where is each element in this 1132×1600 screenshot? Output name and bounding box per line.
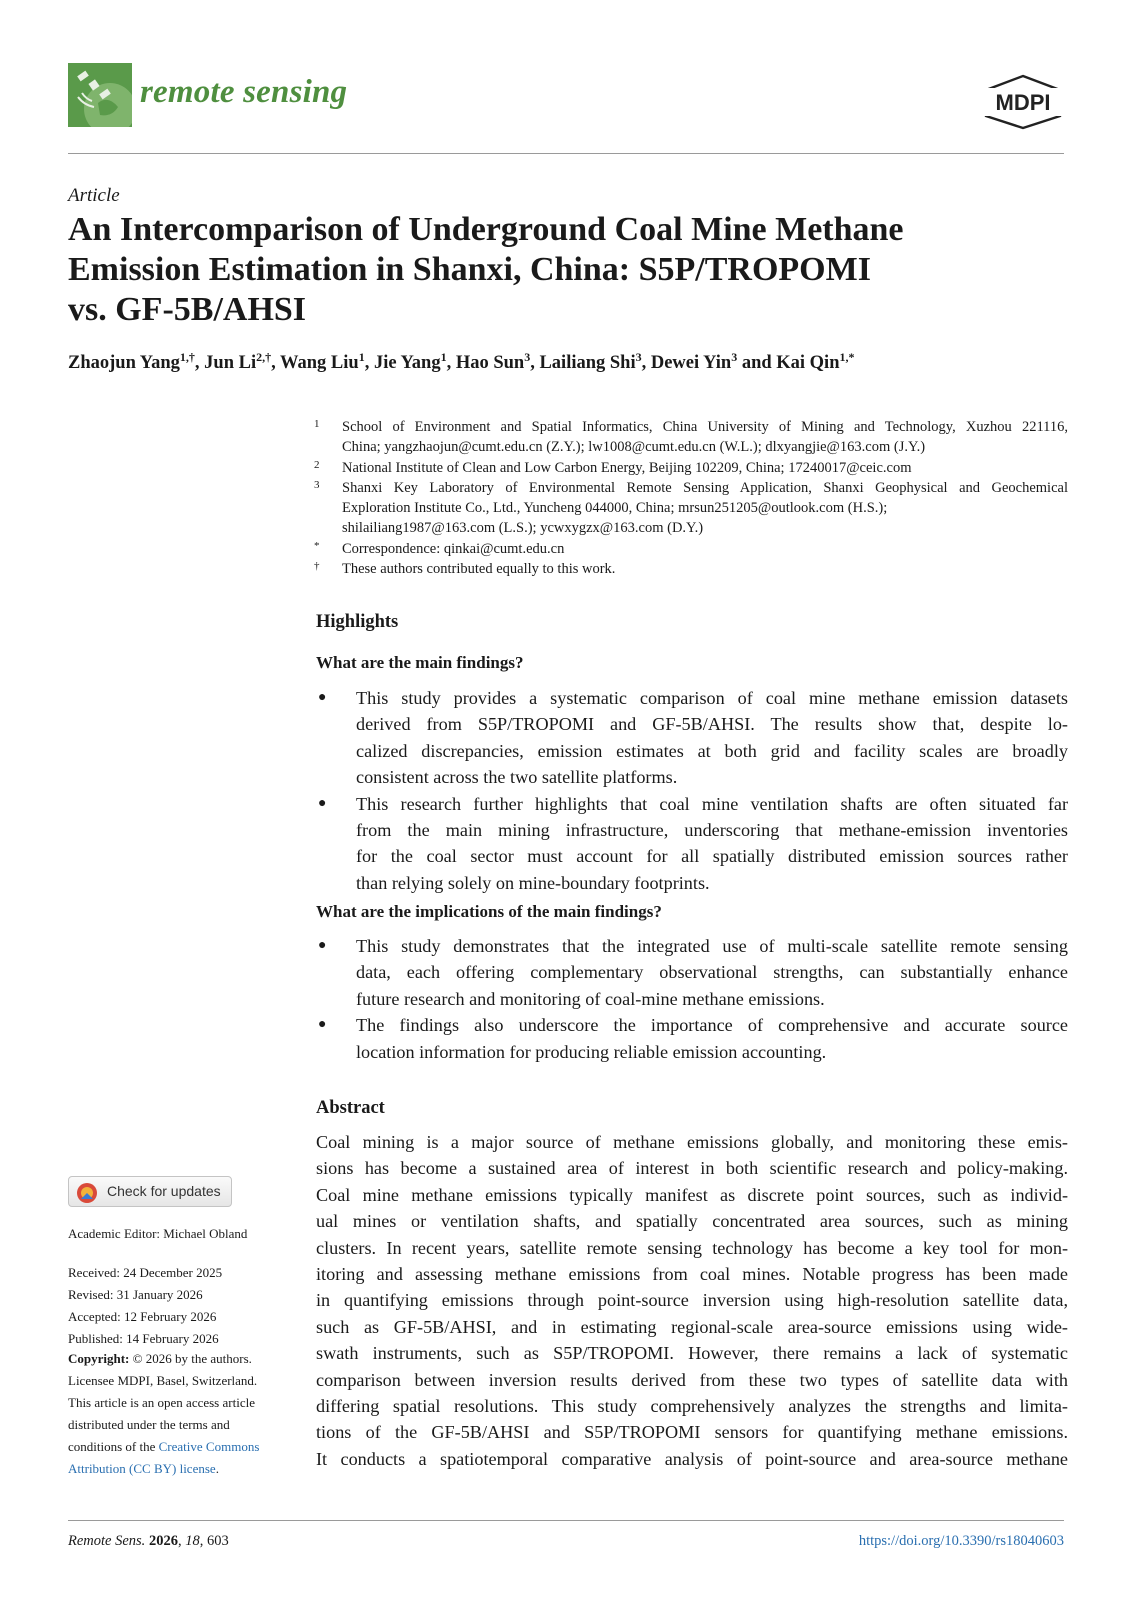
bullet-icon: ● bbox=[318, 690, 327, 705]
author-affil-mark: 3 bbox=[524, 350, 531, 364]
author-affil-mark: 3 bbox=[635, 350, 642, 364]
license-link[interactable]: Creative Commons bbox=[158, 1439, 260, 1454]
author-list bbox=[68, 350, 1068, 374]
affiliation-1 bbox=[314, 417, 1068, 458]
text-line: calized discrepancies, emission estimates at both grid and facility scales are broadly bbox=[356, 740, 1068, 761]
text-line: than relying solely on mine-boundary footprints. bbox=[356, 872, 710, 893]
article-number: 603 bbox=[206, 1533, 229, 1549]
highlights-question-2: What are the implications of the main findings? bbox=[316, 902, 662, 921]
text-line: comparison between inversion results derived from these two types of satellite data with bbox=[316, 1369, 1068, 1390]
equal-contribution-note bbox=[314, 559, 1068, 579]
mdpi-logo bbox=[982, 74, 1064, 130]
license-link[interactable]: Attribution (CC BY) license bbox=[68, 1461, 216, 1476]
text-line: for the coal sector must account for all spatially distributed emission sources rather bbox=[356, 846, 1068, 867]
license-line: distributed under the terms and bbox=[68, 1417, 230, 1432]
title-line: An Intercomparison of Underground Coal Mine Methane bbox=[68, 211, 904, 248]
text-line: tions of the GF-5B/AHSI and S5P/TROPOMI sensors for quantifying methane emissions. bbox=[316, 1422, 1068, 1443]
title-line: vs. GF-5B/AHSI bbox=[68, 291, 307, 328]
journal-abbrev: Remote Sens. bbox=[68, 1533, 146, 1549]
text-line: It conducts a spatiotemporal comparative analysis of point-source and area-source methane bbox=[316, 1448, 1068, 1469]
revised-date: Revised: 31 January 2026 bbox=[68, 1287, 203, 1302]
text-line: derived from S5P/TROPOMI and GF-5B/AHSI. The results show that, despite lo- bbox=[356, 714, 1068, 735]
abstract-body bbox=[316, 1129, 1068, 1472]
affiliation-mark: † bbox=[314, 560, 320, 573]
affiliations bbox=[314, 417, 1068, 579]
academic-editor: Academic Editor: Michael Obland bbox=[68, 1226, 248, 1241]
text-line: future research and monitoring of coal-mine methane emissions. bbox=[356, 988, 825, 1009]
accepted-date: Accepted: 12 February 2026 bbox=[68, 1309, 217, 1324]
affiliation-line: School of Environment and Spatial Informatics, China University of Mining and Technology, Xuzhou 221116, bbox=[342, 419, 1068, 435]
text-line: Coal mining is a major source of methane emissions globally, and monitoring these emis- bbox=[316, 1132, 1068, 1152]
author-affil-mark: 2,† bbox=[256, 350, 272, 364]
author-separator: , bbox=[194, 353, 205, 374]
findings-list bbox=[316, 685, 1068, 896]
author-affil-mark: 1,* bbox=[839, 350, 855, 364]
citation-info: Remote Sens. 2026, 18, 603 bbox=[68, 1533, 229, 1549]
check-for-updates-label: Check for updates bbox=[107, 1183, 221, 1199]
author-affil-mark: 1,† bbox=[179, 350, 195, 364]
affiliation-line: Shanxi Key Laboratory of Environmental Remote Sensing Application, Shanxi Geophysical and Geochemical bbox=[342, 479, 1068, 496]
affiliation-line: Correspondence: qinkai@cumt.edu.cn bbox=[342, 540, 565, 557]
affiliation-line: China; yangzhaojun@cumt.edu.cn (Z.Y.); lw1008@cumt.edu.cn (W.L.); dlxyangjie@163.com (J.Y.) bbox=[342, 439, 926, 456]
text-line: such as GF-5B/AHSI, and in estimating regional-scale area-source emissions using wide- bbox=[316, 1316, 1068, 1337]
license-line: This article is an open access article bbox=[68, 1395, 255, 1410]
author-name[interactable]: Dewei Yin bbox=[650, 353, 732, 374]
affiliation-line: National Institute of Clean and Low Carbon Energy, Beijing 102209, China; 17240017@ceic.com bbox=[342, 459, 912, 476]
affiliation-mark: 3 bbox=[314, 478, 320, 491]
text-line: This study provides a systematic comparison of coal mine methane emission datasets bbox=[356, 688, 1068, 708]
text-line: sions has become a sustained area of interest in both scientific research and policy-making. bbox=[316, 1158, 1068, 1179]
implications-list bbox=[316, 933, 1068, 1065]
text-line: consistent across the two satellite platforms. bbox=[356, 767, 678, 788]
mdpi-logo-text: MDPI bbox=[995, 90, 1051, 115]
published-date: Published: 14 February 2026 bbox=[68, 1331, 219, 1346]
text-line: itoring and assessing methane emissions from coal mines. Notable progress has been made bbox=[316, 1264, 1068, 1285]
check-updates-icon bbox=[75, 1181, 99, 1205]
author-name[interactable]: Lailiang Shi bbox=[539, 353, 636, 374]
check-for-updates-button[interactable] bbox=[68, 1176, 232, 1207]
author-name[interactable]: Kai Qin bbox=[776, 353, 840, 374]
license-prefix: conditions of the bbox=[68, 1439, 159, 1454]
text-line: differing spatial resolutions. This study comprehensively analyzes the strengths and limita- bbox=[316, 1396, 1068, 1417]
affiliation-mark: 1 bbox=[314, 418, 320, 430]
affiliation-mark: 2 bbox=[314, 458, 320, 471]
text-line: location information for producing reliable emission accounting. bbox=[356, 1041, 827, 1062]
text-line: This study demonstrates that the integrated use of multi-scale satellite remote sensing bbox=[356, 936, 1068, 956]
author-affil-mark: 1 bbox=[358, 350, 365, 364]
text-line: The findings also underscore the importance of comprehensive and accurate source bbox=[356, 1015, 1068, 1036]
author-separator: and bbox=[737, 353, 777, 374]
footer-divider bbox=[68, 1520, 1064, 1521]
affiliation-line: shilailiang1987@163.com (L.S.); ycwxygzx@163.com (D.Y.) bbox=[342, 520, 704, 537]
bullet-icon: ● bbox=[318, 1017, 327, 1033]
affiliation-mark: * bbox=[314, 539, 320, 552]
author-separator: , bbox=[364, 353, 374, 374]
citation-volume: 18 bbox=[185, 1533, 200, 1549]
received-date: Received: 24 December 2025 bbox=[68, 1265, 223, 1280]
paper-title bbox=[68, 210, 1028, 330]
author-affil-mark: 3 bbox=[731, 350, 738, 364]
copyright-text: © 2026 by the authors. bbox=[129, 1351, 252, 1366]
bullet-icon: ● bbox=[318, 795, 327, 811]
bullet-icon: ● bbox=[318, 938, 327, 953]
affiliation-line: Exploration Institute Co., Ltd., Yuncheng 044000, China; mrsun251205@outlook.com (H.S.); bbox=[342, 500, 888, 517]
author-name[interactable]: Zhaojun Yang bbox=[68, 353, 180, 374]
title-line: Emission Estimation in Shanxi, China: S5P/TROPOMI bbox=[68, 251, 871, 288]
journal-name: remote sensing bbox=[140, 74, 348, 110]
author-name[interactable]: Jie Yang bbox=[373, 353, 441, 374]
text-line: from the main mining infrastructure, underscoring that methane-emission inventories bbox=[356, 820, 1068, 841]
article-type: Article bbox=[68, 185, 120, 206]
citation-year: 2026 bbox=[148, 1533, 178, 1549]
list-item bbox=[316, 933, 1068, 1012]
doi-link[interactable]: https://doi.org/10.3390/rs18040603 bbox=[858, 1533, 1064, 1549]
affiliation-2 bbox=[314, 458, 1068, 478]
author-name[interactable]: Wang Liu bbox=[280, 353, 359, 374]
license-suffix: . bbox=[215, 1461, 219, 1476]
author-name[interactable]: Jun Li bbox=[204, 353, 257, 374]
copyright-notice bbox=[68, 1348, 298, 1480]
author-affil-mark: 1 bbox=[440, 350, 447, 364]
list-item bbox=[316, 791, 1068, 897]
text-line: This research further highlights that coal mine ventilation shafts are often situated far bbox=[356, 793, 1068, 814]
author-separator: , bbox=[530, 353, 540, 374]
author-separator: , bbox=[641, 353, 651, 374]
affiliation-3 bbox=[314, 478, 1068, 539]
text-line: clusters. In recent years, satellite remote sensing technology has become a key tool for mon- bbox=[316, 1237, 1068, 1258]
copyright-label: Copyright: bbox=[68, 1351, 130, 1366]
list-item bbox=[316, 1012, 1068, 1065]
abstract-heading: Abstract bbox=[316, 1098, 385, 1118]
text-line: swath instruments, such as S5P/TROPOMI. However, there remains a lack of systematic bbox=[316, 1343, 1068, 1364]
text-line: Coal mine methane emissions typically manifest as discrete point sources, such as individ- bbox=[316, 1184, 1068, 1205]
publication-dates bbox=[68, 1262, 298, 1350]
text-line: data, each offering complementary observational strengths, can substantially enhance bbox=[356, 962, 1068, 983]
correspondence bbox=[314, 539, 1068, 559]
highlights-heading: Highlights bbox=[316, 612, 399, 632]
text-line: in quantifying emissions through point-source inversion using high-resolution satellite data, bbox=[316, 1290, 1068, 1311]
satellite-globe-icon bbox=[68, 63, 132, 127]
author-name[interactable]: Hao Sun bbox=[455, 353, 525, 374]
affiliation-line: These authors contributed equally to this work. bbox=[342, 561, 616, 578]
text-line: ual mines or ventilation shafts, and spatially concentrated area sources, such as mining bbox=[316, 1211, 1068, 1232]
header-divider bbox=[68, 153, 1064, 154]
author-separator: , bbox=[446, 353, 456, 374]
journal-logo bbox=[68, 63, 132, 127]
author-separator: , bbox=[271, 353, 281, 374]
highlights-question-1: What are the main findings? bbox=[316, 653, 524, 672]
license-line: Licensee MDPI, Basel, Switzerland. bbox=[68, 1373, 258, 1388]
list-item bbox=[316, 685, 1068, 791]
